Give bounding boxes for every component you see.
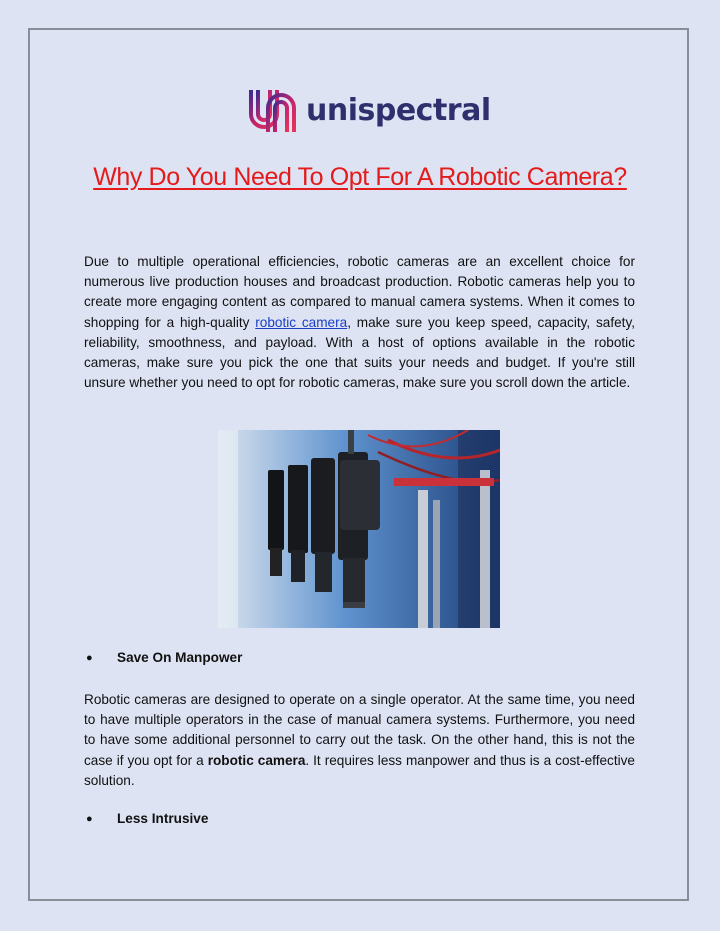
robotic-cameras-photo (218, 430, 500, 628)
intro-paragraph (84, 252, 635, 393)
intro-text-start: Due to multiple operational efficiencies, robotic cameras are an excellent choice for numerous live production houses and broadcast production. Robotic cameras help you to create more engaging content as compared to manual camera systems. When it comes to shopping for a high-quality (84, 254, 635, 330)
page-title: Why Do You Need To Opt For A Robotic Camera? (93, 163, 627, 191)
save-on-manpower-paragraph (84, 690, 635, 791)
section-text-end: . It requires less manpower and thus is a cost-effective solution. (84, 752, 635, 788)
bullet-label: Save On Manpower (117, 650, 243, 665)
logo-mark-icon (246, 84, 300, 136)
bullet-marker: ● (86, 812, 93, 825)
unispectral-logo (246, 84, 491, 136)
bullet-marker: ● (86, 651, 93, 664)
bullet-save-on-manpower (86, 650, 242, 665)
section-text-start: Robotic cameras are designed to operate on a single operator. At the same time, you need to have multiple operators in the case of manual camera systems. Furthermore, you need to have some additional personnel to carry out the task. On the other hand, this is not the case if you opt for a (84, 692, 635, 768)
intro-text-end: , make sure you keep speed, capacity, safety, reliability, smoothness, and payload. With a host of options available in the robotic cameras, make sure you pick the one that suits your needs and budget. If you're still unsure whether you need to opt for robotic cameras, make sure you scroll down the article. (84, 314, 636, 391)
bold-robotic-camera: robotic camera (207, 752, 306, 768)
logo-text: unispectral (306, 92, 491, 128)
bullet-less-intrusive (86, 811, 208, 826)
robotic-camera-link[interactable]: robotic camera (255, 314, 348, 330)
bullet-label: Less Intrusive (117, 811, 209, 826)
